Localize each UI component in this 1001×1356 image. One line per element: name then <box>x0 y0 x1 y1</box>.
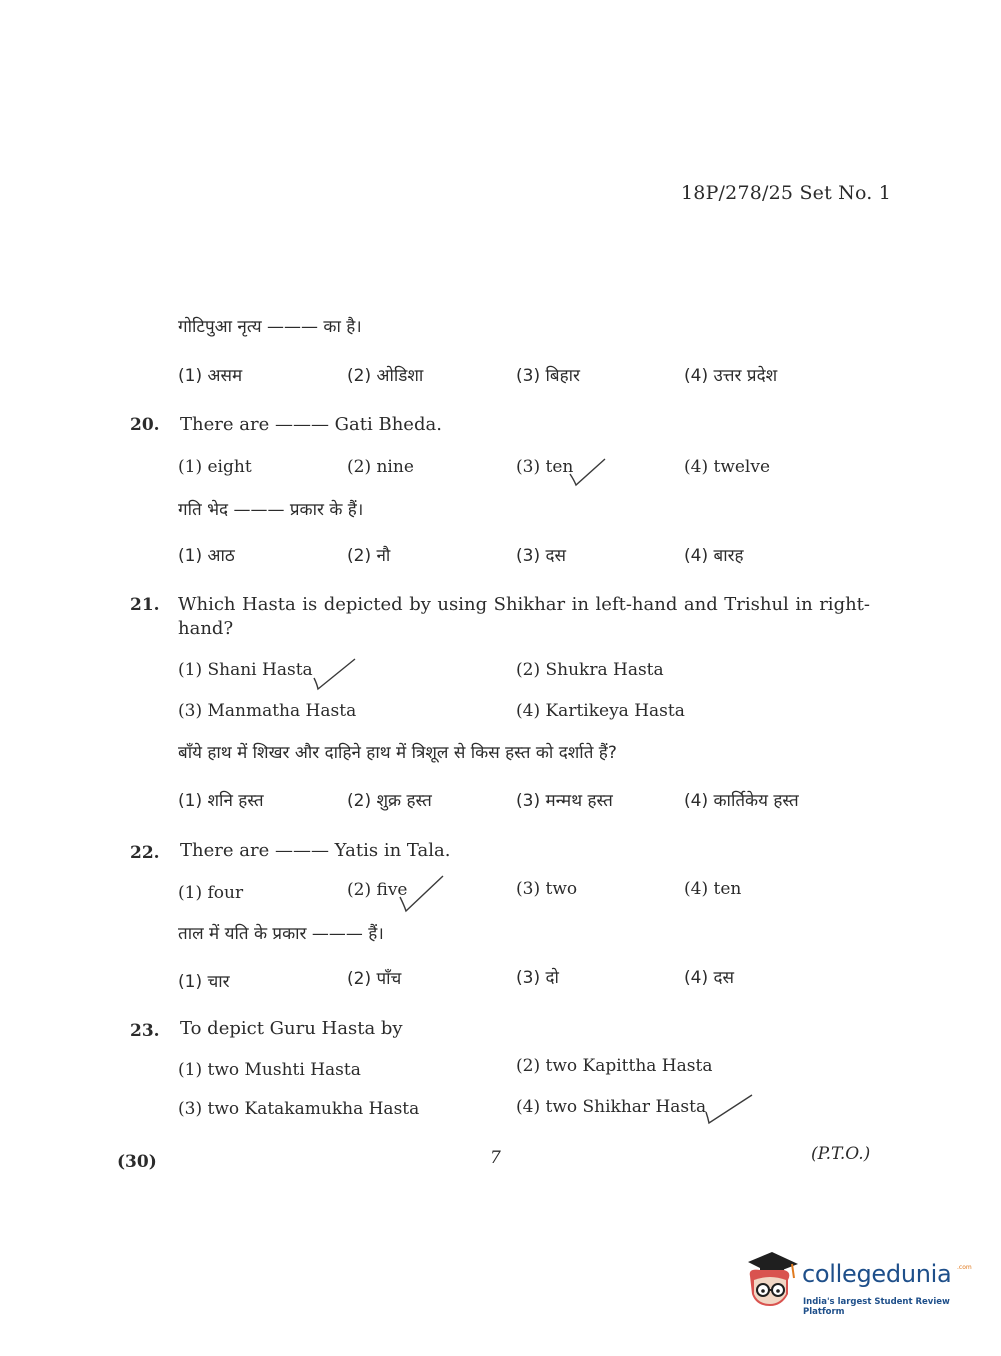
q19-hi-option-2: (2) ओडिशा <box>347 366 424 386</box>
q23-option-3: (3) two Katakamukha Hasta <box>178 1099 420 1119</box>
q22-hi-option-3: (3) दो <box>516 968 559 988</box>
q19-hi-option-3: (3) बिहार <box>516 366 580 386</box>
q20-hi-option-4: (4) बारह <box>684 546 744 566</box>
q21-hi-option-1: (1) शनि हस्त <box>178 791 264 811</box>
q22-hi-option-4: (4) दस <box>684 968 735 988</box>
logo-name: collegedunia <box>802 1260 952 1288</box>
footer-page-count: (30) <box>117 1152 157 1172</box>
q21-text: Which Hasta is depicted by using Shikhar in left-hand and Trishul in right-hand? <box>178 594 870 639</box>
q21-hi-option-3: (3) मन्मथ हस्त <box>516 791 613 811</box>
collegedunia-logo <box>742 1250 972 1320</box>
logo-suffix: .com <box>957 1264 972 1271</box>
q20-hi-option-2: (2) नौ <box>347 546 391 566</box>
q21-hi-option-2: (2) शुक्र हस्त <box>347 791 432 811</box>
footer-pto: (P.T.O.) <box>811 1144 871 1164</box>
q20-option-2: (2) nine <box>347 457 414 477</box>
q22-hi-option-2: (2) पाँच <box>347 969 402 989</box>
q21-number: 21. <box>130 595 160 615</box>
q20-option-3: (3) ten <box>516 457 574 477</box>
q19-hindi-text: गोटिपुआ नृत्य ——— का है। <box>178 317 362 337</box>
footer-page-number: 7 <box>490 1148 501 1168</box>
q20-hi-option-1: (1) आठ <box>178 546 235 566</box>
q23-option-1: (1) two Mushti Hasta <box>178 1060 361 1080</box>
q21-option-4: (4) Kartikeya Hasta <box>516 701 685 721</box>
mascot-icon <box>742 1250 800 1314</box>
paper-code: 18P/278/25 Set No. 1 <box>681 182 892 204</box>
q22-tick-mark-icon <box>396 873 446 915</box>
q23-option-4: (4) two Shikhar Hasta <box>516 1097 707 1117</box>
q23-text: To depict Guru Hasta by <box>180 1018 403 1039</box>
q20-text: There are ——— Gati Bheda. <box>180 414 442 435</box>
q20-option-4: (4) twelve <box>684 457 771 477</box>
q19-hi-option-1: (1) असम <box>178 366 243 386</box>
q21-hindi-text: बाँये हाथ में शिखर और दाहिने हाथ में त्रिशूल से किस हस्त को दर्शाते हैं? <box>178 743 617 763</box>
q22-number: 22. <box>130 843 160 863</box>
logo-tagline: India's largest Student Review Platform <box>803 1297 950 1317</box>
q23-option-2: (2) two Kapittha Hasta <box>516 1056 713 1076</box>
q23-number: 23. <box>130 1021 160 1041</box>
q22-hindi-text: ताल में यति के प्रकार ——— हैं। <box>178 924 384 944</box>
q22-option-4: (4) ten <box>684 879 742 899</box>
q21-option-1: (1) Shani Hasta <box>178 660 313 680</box>
q21-tick-mark-icon <box>310 656 358 692</box>
q21-hi-option-4: (4) कार्तिकेय हस्त <box>684 791 799 811</box>
q19-hi-option-4: (4) उत्तर प्रदेश <box>684 366 778 386</box>
q22-option-3: (3) two <box>516 879 578 899</box>
q20-option-1: (1) eight <box>178 457 252 477</box>
q20-hindi-text: गति भेद ——— प्रकार के हैं। <box>178 500 364 520</box>
q23-tick-mark-icon <box>702 1092 754 1126</box>
q21-option-3: (3) Manmatha Hasta <box>178 701 357 721</box>
q20-hi-option-3: (3) दस <box>516 546 567 566</box>
q22-hi-option-1: (1) चार <box>178 972 230 992</box>
q22-option-2: (2) five <box>347 880 408 900</box>
q21-option-2: (2) Shukra Hasta <box>516 660 664 680</box>
q20-number: 20. <box>130 415 160 435</box>
q22-text: There are ——— Yatis in Tala. <box>180 840 451 861</box>
q22-option-1: (1) four <box>178 883 244 903</box>
q20-tick-mark-icon <box>566 456 608 488</box>
